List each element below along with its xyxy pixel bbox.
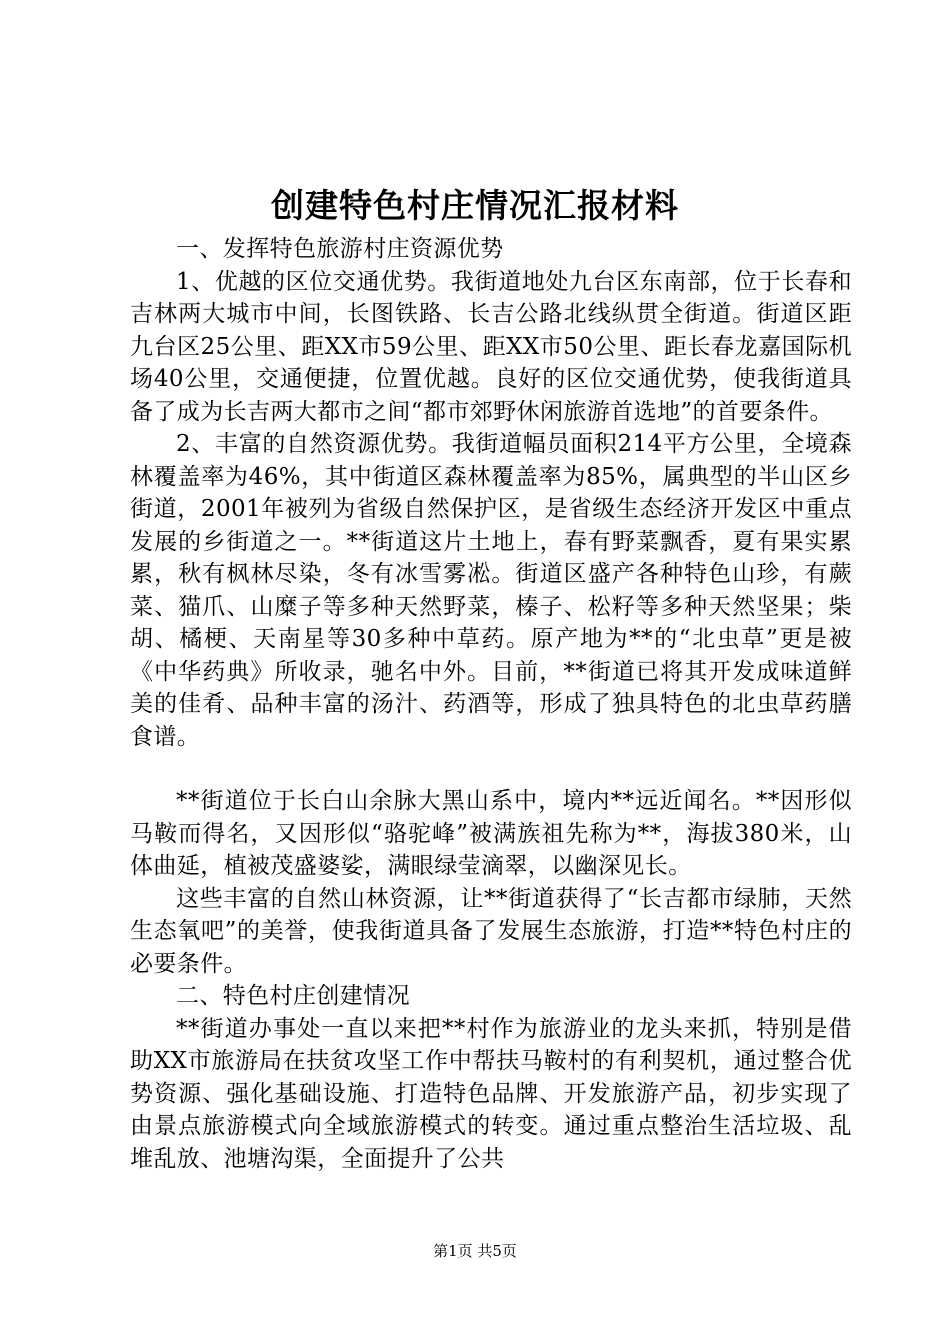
section-heading-2: 二、特色村庄创建情况 xyxy=(176,983,410,1009)
document-title: 创建特色村庄情况汇报材料 xyxy=(271,186,679,225)
page-number-footer: 第1页 共5页 xyxy=(433,1242,517,1260)
paragraph-village-construction: **街道办事处一直以来把**村作为旅游业的龙头来抓，特别是借助XX市旅游局在扶贫攻坚工作中帮扶马鞍村的有利契机，通过整合优势资源、强化基础设施、打造特色品牌、开发旅游产品，初步实现了由景点旅游模式向全域旅游模式的转变。通过重点整治生活垃圾、乱堆乱放、池塘沟渠，全面提升了公共 xyxy=(130,1015,852,1172)
paragraph-mountain: **街道位于长白山余脉大黑山系中，境内**远近闻名。**因形似马鞍而得名，又因形似“骆驼峰”被满族祖先称为**，海拔380米，山体曲延，植被茂盛婆娑，满眼绿莹滴翠，以幽深见长。 xyxy=(130,788,852,879)
paragraph-natural-resources: 2、丰富的自然资源优势。我街道幅员面积214平方公里，全境森林覆盖率为46%，其中街道区森林覆盖率为85%，属典型的半山区乡街道，2001年被列为省级自然保护区，是省级生态经济开发区中重点发展的乡街道之一。**街道这片土地上，春有野菜飘香，夏有果实累累，秋有枫林尽染，冬有冰雪雾凇。街道区盛产各种特色山珍，有蕨菜、猫爪、山糜子等多种天然野菜，榛子、松籽等多种天然坚果；柴胡、橘梗、天南星等30多种中草药。原产地为**的“北虫草”更是被《中华药典》所收录，驰名中外。目前，**街道已将其开发成味道鲜美的佳肴、品种丰富的汤汁、药酒等，形成了独具特色的北虫草药膳食谱。 xyxy=(130,431,852,750)
document-body xyxy=(130,233,852,1175)
paragraph-forest-resources: 这些丰富的自然山林资源，让**街道获得了“长吉都市绿肺，天然生态氧吧”的美誉，使我街道具备了发展生态旅游，打造**特色村庄的必要条件。 xyxy=(130,885,852,977)
section-heading-1: 一、发挥特色旅游村庄资源优势 xyxy=(176,236,504,262)
paragraph-location: 1、优越的区位交通优势。我街道地处九台区东南部，位于长春和吉林两大城市中间，长图铁路、长吉公路北线纵贯全街道。街道区距九台区25公里、距XX市59公里、距XX市50公里、距长春龙嘉国际机场40公里，交通便捷，位置优越。良好的区位交通优势，使我街道具备了成为长吉两大都市之间“都市郊野休闲旅游首选地”的首要条件。 xyxy=(130,268,852,425)
